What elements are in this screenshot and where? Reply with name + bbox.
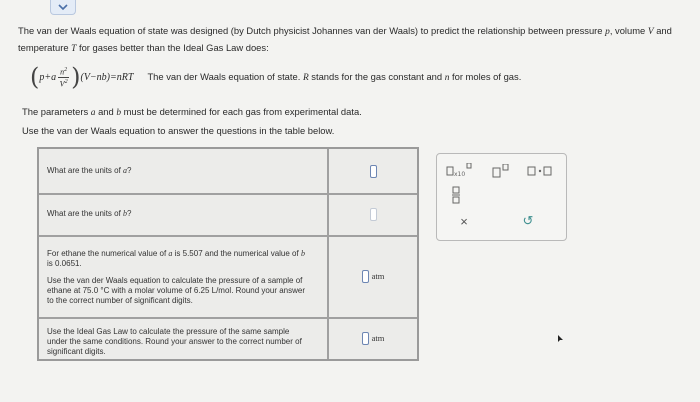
ideal-gas-pressure-answer-field[interactable] <box>362 332 369 345</box>
table-row <box>39 317 417 359</box>
question-text: What are the units of <box>47 166 124 175</box>
var-a: a <box>168 249 173 258</box>
eq-v: V <box>59 79 65 89</box>
question-part-1 <box>47 249 309 269</box>
var-a: a <box>123 166 128 175</box>
var-n: n <box>444 73 450 83</box>
para-text: and <box>95 106 117 117</box>
note-text: for moles of gas. <box>449 71 522 82</box>
scientific-notation-icon <box>446 163 474 179</box>
intro-text: for gases better than the Ideal Gas Law does: <box>76 42 269 53</box>
svg-text:x10: x10 <box>454 171 466 178</box>
intro-text: , volume <box>609 25 648 36</box>
answer-cell <box>329 317 417 359</box>
eq-n: n <box>60 67 65 77</box>
fraction-button[interactable] <box>449 185 463 205</box>
equation-note <box>147 71 521 83</box>
intro-paragraph <box>18 23 690 57</box>
question-text: For ethane the numerical value of <box>47 249 169 258</box>
collapse-chevron-button[interactable] <box>50 0 76 15</box>
question-cell <box>39 235 329 317</box>
var-R: R <box>302 73 309 83</box>
intro-text: temperature <box>18 42 72 53</box>
eq-n-exp: 2 <box>64 66 68 73</box>
superscript-icon <box>492 164 510 178</box>
intro-text: The van der Waals equation of state was designed (by Dutch physicist Johannes van der Waals) to predict the relationship between pressure <box>18 25 606 36</box>
clear-button[interactable]: × <box>460 213 468 229</box>
var-V: V <box>647 27 654 37</box>
units-b-answer-field[interactable] <box>370 208 377 221</box>
mouse-cursor-icon <box>558 330 564 348</box>
question-cell <box>39 149 329 193</box>
multiply-dot-icon <box>527 165 553 177</box>
table-row <box>39 235 417 319</box>
eq-rhs: =nRT <box>110 71 134 83</box>
note-text: The van der Waals equation of state. <box>147 71 303 82</box>
var-b: b <box>123 209 128 218</box>
var-T: T <box>71 44 77 54</box>
intro-text: and <box>653 25 672 36</box>
var-b: b <box>300 249 305 258</box>
question-text: What are the units of <box>47 209 124 218</box>
note-text: stands for the gas constant and <box>308 71 445 82</box>
var-p: p <box>605 27 610 37</box>
van-der-waals-equation <box>30 62 521 92</box>
eq-middle: (V−nb) <box>80 71 111 83</box>
instructions-paragraph: Use the van der Waals equation to answer the questions in the table below. <box>22 125 335 136</box>
para-text: must be determined for each gas from experimental data. <box>121 106 362 117</box>
question-table <box>37 147 419 361</box>
var-b: b <box>116 108 122 118</box>
question-text: is 5.507 and the numerical value of <box>172 249 301 258</box>
scientific-notation-button[interactable] <box>446 162 474 180</box>
question-cell <box>39 317 329 359</box>
eq-p-plus-a: p+a <box>39 71 57 83</box>
fraction-icon <box>451 186 461 204</box>
eq-fraction <box>58 66 69 88</box>
question-text: ? <box>127 166 132 175</box>
vdw-pressure-answer-field[interactable] <box>362 270 369 283</box>
var-a: a <box>90 108 96 118</box>
undo-button[interactable]: ↺ <box>522 213 534 228</box>
table-row <box>39 149 417 195</box>
answer-cell <box>329 235 417 317</box>
chevron-down-icon <box>58 4 68 11</box>
question-cell <box>39 193 329 235</box>
unit-label: atm <box>371 271 385 281</box>
math-toolbar <box>436 153 567 241</box>
para-text: The parameters <box>22 106 91 117</box>
superscript-button[interactable] <box>490 162 512 180</box>
answer-cell <box>329 149 417 193</box>
eq-close-paren: ) <box>71 63 81 91</box>
eq-v-exp: 2 <box>64 78 68 85</box>
unit-label: atm <box>371 333 385 343</box>
question-part-2: Use the van der Waals equation to calculate the pressure of a sample of ethane at 75.0 °C with a molar volume of 6.25 L/mol. Round your answer to the correct number of significant digits. <box>47 276 306 305</box>
parameters-paragraph <box>22 106 362 118</box>
units-a-answer-field[interactable] <box>370 165 377 178</box>
answer-cell <box>329 193 417 235</box>
eq-open-paren: ( <box>30 63 40 91</box>
table-row <box>39 193 417 237</box>
multiply-dot-button[interactable] <box>525 162 555 180</box>
question-text: is 0.0651. <box>47 259 82 268</box>
question-text: Use the Ideal Gas Law to calculate the pressure of the same sample under the same conditions. Round your answer to the correct number of significant digits. <box>47 327 302 356</box>
question-text: ? <box>127 209 132 218</box>
